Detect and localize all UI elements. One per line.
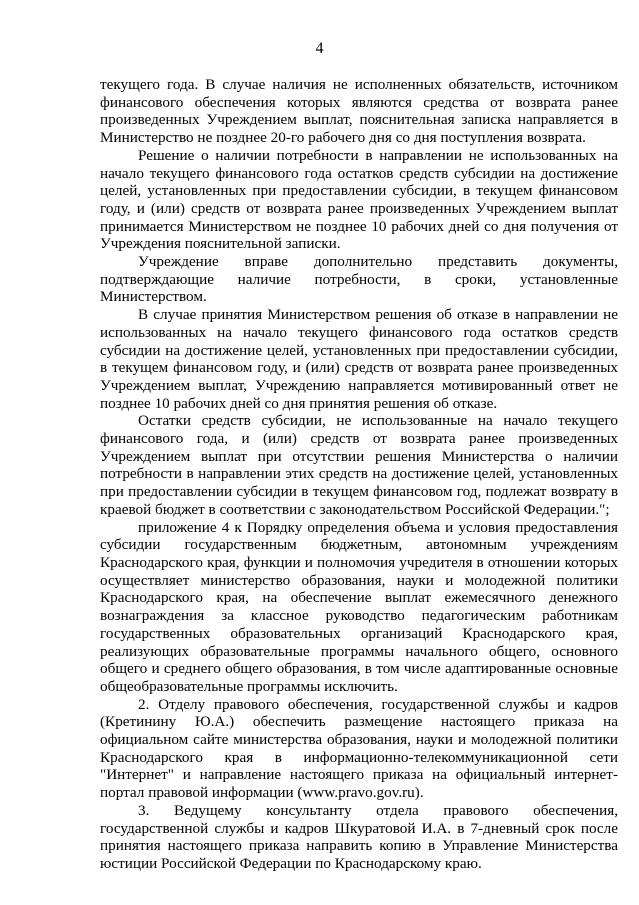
paragraph-remaining-funds: Остатки средств субсидии, не использованные на начало текущего финансового года, и (или) средств от возврата ранее произведенных Учреждением выплат при отсутствии решения Министерства о наличии потребности в направлении этих средств на достижение целей, установленных при предоставлении субсидии в текущем финансовом год, подлежат возврату в краевой бюджет в соответствии с законодательством Российской Федерации."; [100,412,618,518]
paragraph-item-2: 2. Отделу правового обеспечения, государственной службы и кадров (Кретинину Ю.А.) обеспечить размещение настоящего приказа на официальном сайте министерства образования, науки и молодежной политики Краснодарского края в информационно-телекоммуникационной сети "Интернет" и направление настоящего приказа на официальный интернет-портал правовой информации (www.pravo.gov.ru). [100,695,618,802]
page-number: 4 [315,40,324,57]
document-body [100,76,618,873]
paragraph-refusal: В случае принятия Министерством решения об отказе в направлении не использованных на начало текущего финансового года остатков средств субсидии на достижение целей, установленных при предоставлении субсидии, в текущем финансовом году, и (или) средств от возврата ранее произведенных Учреждением выплат, Учреждению направляется мотивированный ответ не позднее 10 рабочих дней со дня принятия решения об отказе. [100,306,618,412]
paragraph-appendix-4: приложение 4 к Порядку определения объема и условия предоставления субсидии государственным бюджетным, автономным учреждениям Краснодарского края, функции и полномочия учредителя в отношении которых осуществляет министерство образования, науки и молодежной политики Краснодарского края, на обеспечение выплат ежемесячного денежного вознаграждения за классное руководство педагогическим работникам государственных образовательных организаций Краснодарского края, реализующих образовательные программы начального общего, основного общего и среднего общего образования, в том числе адаптированные основные общеобразовательные программы исключить. [100,518,618,695]
paragraph-continuation: текущего года. В случае наличия не исполненных обязательств, источником финансового обеспечения которых являются средства от возврата ранее произведенных Учреждением выплат, пояснительная записка направляется в Министерство не позднее 20-го рабочего дня со дня поступления возврата. [100,76,618,147]
paragraph-decision-need: Решение о наличии потребности в направлении не использованных на начало текущего финансового года остатков средств субсидии на достижение целей, установленных при предоставлении субсидии, в текущем финансовом году, и (или) средств от возврата ранее произведенных Учреждением выплат принимается Министерством не позднее 10 рабочих дней со дня получения от Учреждения пояснительной записки. [100,146,618,253]
paragraph-item-3: 3. Ведущему консультанту отдела правового обеспечения, государственной службы и кадров Шкуратовой И.А. в 7-дневный срок после принятия настоящего приказа направить копию в Управление Министерства юстиции Российской Федерации по Краснодарскому краю. [100,801,618,872]
paragraph-additional-documents: Учреждение вправе дополнительно представить документы, подтверждающие наличие потребности, в сроки, установленные Министерством. [100,253,618,306]
